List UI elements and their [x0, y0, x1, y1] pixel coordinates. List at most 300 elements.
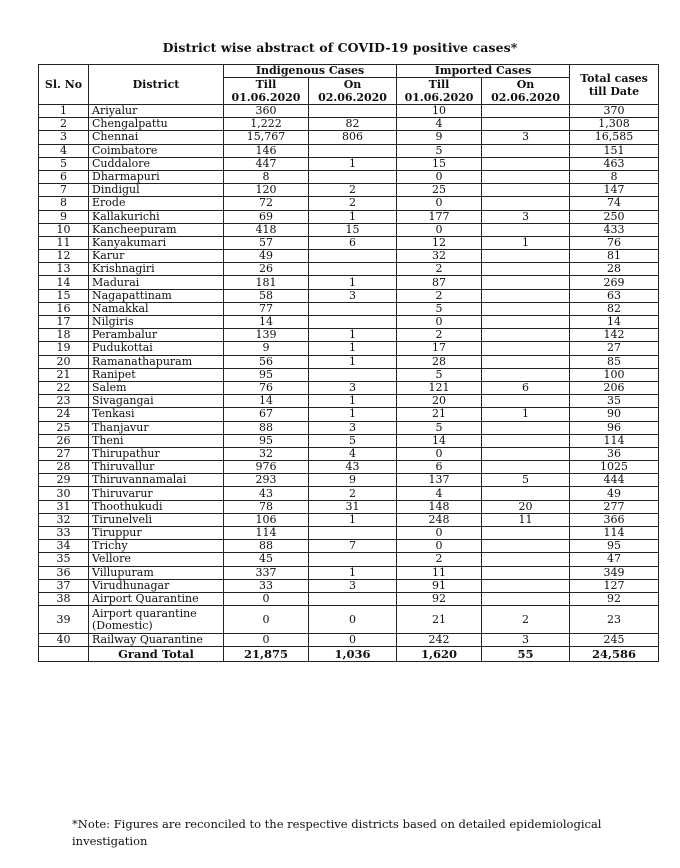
imported-till-cell: 242	[397, 634, 482, 647]
indigenous-till-cell: 139	[224, 329, 309, 342]
table-row	[39, 579, 659, 592]
sl-no-cell: 4	[39, 144, 89, 157]
indigenous-on-cell: 6	[309, 236, 397, 249]
table-row	[39, 157, 659, 170]
total-cell: 96	[570, 421, 659, 434]
sl-no-cell: 1	[39, 105, 89, 118]
grand-total-ind-till: 21,875	[224, 647, 309, 662]
imported-till-cell: 177	[397, 210, 482, 223]
district-cell: Tiruppur	[89, 527, 224, 540]
total-cell: 82	[570, 302, 659, 315]
table-row	[39, 487, 659, 500]
indigenous-on-cell	[309, 302, 397, 315]
sl-no-cell: 36	[39, 566, 89, 579]
district-cell: Airport quarantine (Domestic)	[89, 606, 224, 634]
table-row	[39, 236, 659, 249]
indigenous-on-cell	[309, 553, 397, 566]
table-row	[39, 289, 659, 302]
imported-on-cell	[482, 105, 570, 118]
indigenous-till-cell: 8	[224, 170, 309, 183]
total-cell: 269	[570, 276, 659, 289]
sl-no-cell: 19	[39, 342, 89, 355]
imported-on-cell	[482, 487, 570, 500]
imported-on-cell	[482, 184, 570, 197]
table-row	[39, 566, 659, 579]
total-cell: 147	[570, 184, 659, 197]
district-cell: Vellore	[89, 553, 224, 566]
imported-on-cell	[482, 250, 570, 263]
indigenous-on-cell: 7	[309, 540, 397, 553]
sl-no-cell: 21	[39, 368, 89, 381]
table-row	[39, 210, 659, 223]
district-cell: Pudukottai	[89, 342, 224, 355]
total-cell: 85	[570, 355, 659, 368]
imported-till-cell: 0	[397, 316, 482, 329]
table-row	[39, 434, 659, 447]
indigenous-on-cell	[309, 368, 397, 381]
sl-no-cell: 7	[39, 184, 89, 197]
table-row	[39, 355, 659, 368]
header-imported-on: On 02.06.2020	[482, 78, 570, 105]
table-row	[39, 368, 659, 381]
table-row	[39, 276, 659, 289]
indigenous-on-cell: 15	[309, 223, 397, 236]
district-cell: Virudhunagar	[89, 579, 224, 592]
table-row	[39, 513, 659, 526]
grand-total-row	[39, 647, 659, 662]
footnote: *Note: Figures are reconciled to the respective districts based on detailed epidemiological investigation	[72, 817, 602, 848]
indigenous-till-cell: 146	[224, 144, 309, 157]
imported-on-cell: 3	[482, 634, 570, 647]
header-indigenous-on: On 02.06.2020	[309, 78, 397, 105]
total-cell: 28	[570, 263, 659, 276]
indigenous-till-cell: 418	[224, 223, 309, 236]
table-row	[39, 316, 659, 329]
indigenous-till-cell: 0	[224, 634, 309, 647]
imported-on-cell	[482, 289, 570, 302]
grand-total-total: 24,586	[570, 647, 659, 662]
indigenous-on-cell	[309, 105, 397, 118]
sl-no-cell: 32	[39, 513, 89, 526]
sl-no-cell: 8	[39, 197, 89, 210]
imported-on-cell	[482, 118, 570, 131]
district-cell: Nagapattinam	[89, 289, 224, 302]
table-row	[39, 105, 659, 118]
indigenous-till-cell: 88	[224, 540, 309, 553]
imported-till-cell: 25	[397, 184, 482, 197]
total-cell: 245	[570, 634, 659, 647]
sl-no-cell: 39	[39, 606, 89, 634]
district-cell: Chengalpattu	[89, 118, 224, 131]
table-row	[39, 263, 659, 276]
indigenous-on-cell: 4	[309, 447, 397, 460]
total-cell: 36	[570, 447, 659, 460]
imported-on-cell: 5	[482, 474, 570, 487]
imported-till-cell: 15	[397, 157, 482, 170]
indigenous-on-cell: 1	[309, 566, 397, 579]
district-cell: Namakkal	[89, 302, 224, 315]
district-cell: Thoothukudi	[89, 500, 224, 513]
imported-on-cell: 6	[482, 381, 570, 394]
indigenous-till-cell: 58	[224, 289, 309, 302]
imported-till-cell: 121	[397, 381, 482, 394]
imported-on-cell	[482, 540, 570, 553]
total-cell: 81	[570, 250, 659, 263]
district-cell: Sivagangai	[89, 395, 224, 408]
sl-no-cell: 33	[39, 527, 89, 540]
total-cell: 76	[570, 236, 659, 249]
imported-till-cell: 20	[397, 395, 482, 408]
indigenous-till-cell: 69	[224, 210, 309, 223]
indigenous-on-cell	[309, 263, 397, 276]
imported-till-cell: 11	[397, 566, 482, 579]
indigenous-on-cell	[309, 592, 397, 605]
imported-till-cell: 0	[397, 170, 482, 183]
indigenous-on-cell: 2	[309, 184, 397, 197]
indigenous-on-cell: 3	[309, 579, 397, 592]
indigenous-on-cell	[309, 170, 397, 183]
indigenous-on-cell: 1	[309, 276, 397, 289]
table-row	[39, 421, 659, 434]
header-total: Total cases till Date	[570, 65, 659, 105]
sl-no-cell: 16	[39, 302, 89, 315]
total-cell: 349	[570, 566, 659, 579]
total-cell: 90	[570, 408, 659, 421]
table-row	[39, 197, 659, 210]
indigenous-on-cell: 0	[309, 606, 397, 634]
sl-no-cell: 28	[39, 461, 89, 474]
district-cell: Ranipet	[89, 368, 224, 381]
header-district: District	[89, 65, 224, 105]
table-row	[39, 474, 659, 487]
total-cell: 8	[570, 170, 659, 183]
total-cell: 114	[570, 527, 659, 540]
total-cell: 14	[570, 316, 659, 329]
district-cell: Thanjavur	[89, 421, 224, 434]
sl-no-cell: 15	[39, 289, 89, 302]
table-row	[39, 447, 659, 460]
indigenous-till-cell: 447	[224, 157, 309, 170]
district-cell: Karur	[89, 250, 224, 263]
grand-total-label: Grand Total	[89, 647, 224, 662]
sl-no-cell: 13	[39, 263, 89, 276]
indigenous-till-cell: 72	[224, 197, 309, 210]
total-cell: 444	[570, 474, 659, 487]
indigenous-on-cell: 3	[309, 381, 397, 394]
total-cell: 250	[570, 210, 659, 223]
total-cell: 23	[570, 606, 659, 634]
imported-till-cell: 91	[397, 579, 482, 592]
imported-on-cell: 1	[482, 236, 570, 249]
header-sl-no: Sl. No	[39, 65, 89, 105]
district-cell: Madurai	[89, 276, 224, 289]
imported-till-cell: 5	[397, 421, 482, 434]
table-row	[39, 540, 659, 553]
imported-till-cell: 21	[397, 606, 482, 634]
imported-till-cell: 10	[397, 105, 482, 118]
imported-till-cell: 4	[397, 118, 482, 131]
table-row	[39, 461, 659, 474]
total-cell: 127	[570, 579, 659, 592]
covid-cases-table	[38, 64, 659, 662]
indigenous-till-cell: 1,222	[224, 118, 309, 131]
sl-no-cell: 29	[39, 474, 89, 487]
sl-no-cell: 11	[39, 236, 89, 249]
imported-till-cell: 6	[397, 461, 482, 474]
indigenous-on-cell: 1	[309, 355, 397, 368]
total-cell: 27	[570, 342, 659, 355]
imported-till-cell: 4	[397, 487, 482, 500]
table-row	[39, 223, 659, 236]
indigenous-on-cell: 3	[309, 289, 397, 302]
total-cell: 366	[570, 513, 659, 526]
indigenous-on-cell	[309, 316, 397, 329]
total-cell: 206	[570, 381, 659, 394]
district-cell: Chennai	[89, 131, 224, 144]
indigenous-till-cell: 114	[224, 527, 309, 540]
imported-till-cell: 12	[397, 236, 482, 249]
district-cell: Tirunelveli	[89, 513, 224, 526]
sl-no-cell: 22	[39, 381, 89, 394]
imported-on-cell	[482, 342, 570, 355]
imported-till-cell: 248	[397, 513, 482, 526]
imported-on-cell: 1	[482, 408, 570, 421]
indigenous-till-cell: 14	[224, 395, 309, 408]
imported-on-cell	[482, 302, 570, 315]
indigenous-on-cell: 1	[309, 342, 397, 355]
imported-on-cell	[482, 592, 570, 605]
indigenous-on-cell: 31	[309, 500, 397, 513]
table-row	[39, 395, 659, 408]
sl-no-cell: 27	[39, 447, 89, 460]
imported-on-cell	[482, 527, 570, 540]
imported-till-cell: 92	[397, 592, 482, 605]
district-cell: Tenkasi	[89, 408, 224, 421]
district-cell: Kanyakumari	[89, 236, 224, 249]
imported-on-cell: 2	[482, 606, 570, 634]
table-row	[39, 381, 659, 394]
total-cell: 49	[570, 487, 659, 500]
district-cell: Coimbatore	[89, 144, 224, 157]
imported-till-cell: 9	[397, 131, 482, 144]
imported-till-cell: 21	[397, 408, 482, 421]
imported-till-cell: 5	[397, 368, 482, 381]
indigenous-on-cell: 1	[309, 408, 397, 421]
indigenous-till-cell: 14	[224, 316, 309, 329]
imported-till-cell: 2	[397, 553, 482, 566]
indigenous-on-cell: 1	[309, 157, 397, 170]
indigenous-on-cell: 5	[309, 434, 397, 447]
district-cell: Thiruvarur	[89, 487, 224, 500]
imported-on-cell	[482, 223, 570, 236]
table-row	[39, 170, 659, 183]
sl-no-cell: 30	[39, 487, 89, 500]
imported-till-cell: 32	[397, 250, 482, 263]
indigenous-till-cell: 95	[224, 434, 309, 447]
total-cell: 1025	[570, 461, 659, 474]
imported-on-cell	[482, 197, 570, 210]
imported-on-cell	[482, 461, 570, 474]
sl-no-cell: 12	[39, 250, 89, 263]
page-title: District wise abstract of COVID-19 positive cases*	[162, 40, 518, 55]
indigenous-till-cell: 76	[224, 381, 309, 394]
indigenous-on-cell: 1	[309, 513, 397, 526]
indigenous-on-cell: 0	[309, 634, 397, 647]
imported-on-cell	[482, 566, 570, 579]
sl-no-cell: 5	[39, 157, 89, 170]
district-cell: Dindigul	[89, 184, 224, 197]
table-row	[39, 302, 659, 315]
imported-till-cell: 0	[397, 540, 482, 553]
grand-total-imp-on: 55	[482, 647, 570, 662]
district-cell: Cuddalore	[89, 157, 224, 170]
indigenous-on-cell: 1	[309, 395, 397, 408]
sl-no-cell: 34	[39, 540, 89, 553]
sl-no-cell: 18	[39, 329, 89, 342]
imported-till-cell: 5	[397, 302, 482, 315]
district-cell: Salem	[89, 381, 224, 394]
indigenous-till-cell: 32	[224, 447, 309, 460]
imported-on-cell	[482, 263, 570, 276]
imported-till-cell: 87	[397, 276, 482, 289]
imported-on-cell	[482, 329, 570, 342]
imported-on-cell	[482, 368, 570, 381]
indigenous-till-cell: 976	[224, 461, 309, 474]
district-cell: Krishnagiri	[89, 263, 224, 276]
sl-no-cell: 31	[39, 500, 89, 513]
sl-no-cell: 35	[39, 553, 89, 566]
total-cell: 151	[570, 144, 659, 157]
sl-no-cell: 37	[39, 579, 89, 592]
total-cell: 277	[570, 500, 659, 513]
imported-till-cell: 137	[397, 474, 482, 487]
table-row	[39, 408, 659, 421]
sl-no-cell: 6	[39, 170, 89, 183]
table-row	[39, 131, 659, 144]
indigenous-till-cell: 9	[224, 342, 309, 355]
header-indigenous: Indigenous Cases	[224, 65, 397, 78]
sl-no-cell: 3	[39, 131, 89, 144]
sl-no-cell: 40	[39, 634, 89, 647]
sl-no-cell: 2	[39, 118, 89, 131]
total-cell: 114	[570, 434, 659, 447]
total-cell: 92	[570, 592, 659, 605]
imported-on-cell	[482, 421, 570, 434]
district-cell: Trichy	[89, 540, 224, 553]
sl-no-cell: 25	[39, 421, 89, 434]
table-row	[39, 118, 659, 131]
indigenous-till-cell: 360	[224, 105, 309, 118]
indigenous-till-cell: 181	[224, 276, 309, 289]
sl-no-cell: 23	[39, 395, 89, 408]
indigenous-till-cell: 45	[224, 553, 309, 566]
total-cell: 370	[570, 105, 659, 118]
imported-on-cell	[482, 579, 570, 592]
indigenous-on-cell: 9	[309, 474, 397, 487]
header-imported-till: Till 01.06.2020	[397, 78, 482, 105]
district-cell: Thiruvallur	[89, 461, 224, 474]
table-row	[39, 342, 659, 355]
imported-till-cell: 2	[397, 329, 482, 342]
district-cell: Kallakurichi	[89, 210, 224, 223]
district-cell: Airport Quarantine	[89, 592, 224, 605]
sl-no-cell: 24	[39, 408, 89, 421]
sl-no-cell: 10	[39, 223, 89, 236]
table-row	[39, 606, 659, 634]
imported-till-cell: 28	[397, 355, 482, 368]
imported-on-cell	[482, 553, 570, 566]
indigenous-on-cell	[309, 250, 397, 263]
indigenous-on-cell: 43	[309, 461, 397, 474]
table-row	[39, 634, 659, 647]
district-cell: Railway Quarantine	[89, 634, 224, 647]
total-cell: 1,308	[570, 118, 659, 131]
imported-on-cell	[482, 316, 570, 329]
total-cell: 100	[570, 368, 659, 381]
imported-on-cell	[482, 355, 570, 368]
table-row	[39, 250, 659, 263]
imported-on-cell	[482, 276, 570, 289]
indigenous-on-cell	[309, 527, 397, 540]
district-cell: Ariyalur	[89, 105, 224, 118]
header-imported: Imported Cases	[397, 65, 570, 78]
indigenous-on-cell: 1	[309, 329, 397, 342]
imported-on-cell	[482, 144, 570, 157]
total-cell: 16,585	[570, 131, 659, 144]
total-cell: 433	[570, 223, 659, 236]
indigenous-till-cell: 293	[224, 474, 309, 487]
district-cell: Theni	[89, 434, 224, 447]
indigenous-till-cell: 78	[224, 500, 309, 513]
sl-no-cell: 38	[39, 592, 89, 605]
indigenous-till-cell: 33	[224, 579, 309, 592]
indigenous-till-cell: 15,767	[224, 131, 309, 144]
table-row	[39, 144, 659, 157]
table-row	[39, 527, 659, 540]
indigenous-till-cell: 95	[224, 368, 309, 381]
table-row	[39, 500, 659, 513]
district-cell: Thiruvannamalai	[89, 474, 224, 487]
indigenous-till-cell: 43	[224, 487, 309, 500]
imported-till-cell: 0	[397, 527, 482, 540]
district-cell: Ramanathapuram	[89, 355, 224, 368]
sl-no-cell: 9	[39, 210, 89, 223]
total-cell: 63	[570, 289, 659, 302]
imported-till-cell: 5	[397, 144, 482, 157]
indigenous-on-cell: 2	[309, 487, 397, 500]
imported-on-cell	[482, 395, 570, 408]
total-cell: 142	[570, 329, 659, 342]
imported-on-cell	[482, 447, 570, 460]
sl-no-cell: 20	[39, 355, 89, 368]
total-cell: 74	[570, 197, 659, 210]
total-cell: 463	[570, 157, 659, 170]
imported-on-cell: 20	[482, 500, 570, 513]
indigenous-till-cell: 57	[224, 236, 309, 249]
district-cell: Perambalur	[89, 329, 224, 342]
grand-total-ind-on: 1,036	[309, 647, 397, 662]
table-row	[39, 329, 659, 342]
district-cell: Dharmapuri	[89, 170, 224, 183]
indigenous-till-cell: 67	[224, 408, 309, 421]
imported-till-cell: 148	[397, 500, 482, 513]
table-row	[39, 184, 659, 197]
district-cell: Nilgiris	[89, 316, 224, 329]
indigenous-on-cell: 3	[309, 421, 397, 434]
indigenous-on-cell: 2	[309, 197, 397, 210]
indigenous-till-cell: 77	[224, 302, 309, 315]
indigenous-till-cell: 56	[224, 355, 309, 368]
